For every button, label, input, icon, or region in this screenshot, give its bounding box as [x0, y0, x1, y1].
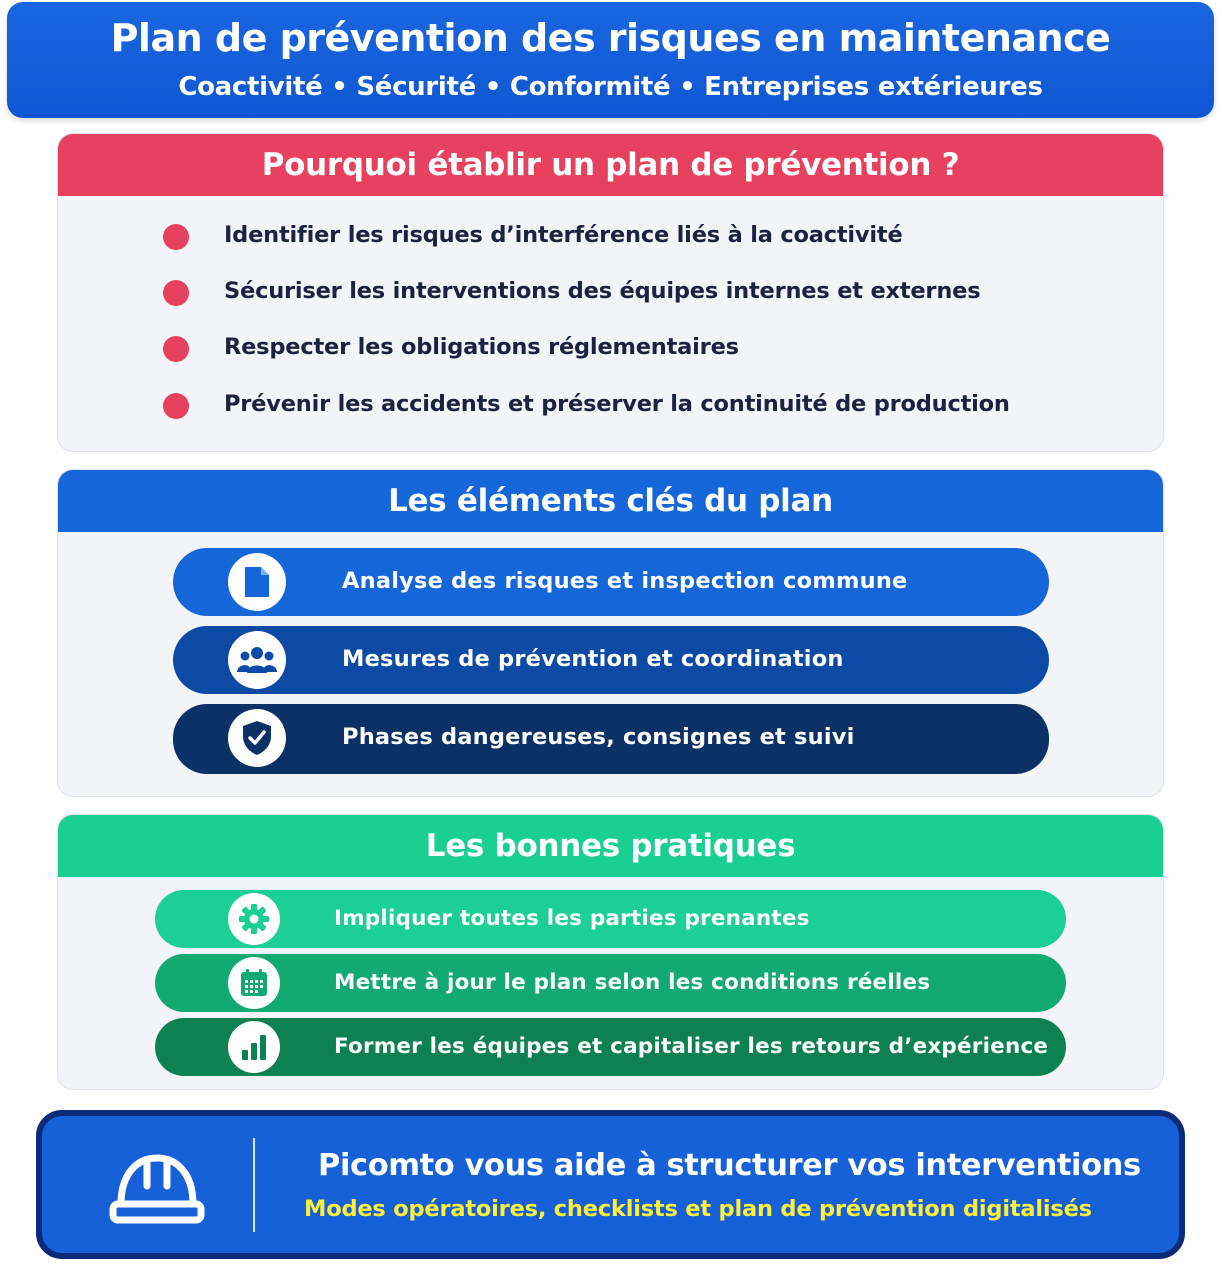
key-element-label: Analyse des risques et inspection commune — [342, 568, 908, 594]
why-item-label: Prévenir les accidents et préserver la continuité de production — [224, 391, 1010, 417]
best-practices-heading: Les bonnes pratiques — [58, 815, 1163, 877]
key-element-label: Mesures de prévention et coordination — [342, 646, 844, 672]
footer-title: Picomto vous aide à structurer vos interventions — [318, 1148, 1141, 1183]
bar-chart-icon — [228, 1021, 280, 1073]
footer-banner — [36, 1110, 1185, 1259]
why-section — [57, 133, 1164, 452]
key-element-pill — [173, 548, 1049, 616]
calendar-icon — [228, 957, 280, 1009]
team-icon — [228, 631, 286, 689]
page-subtitle: Coactivité • Sécurité • Conformité • Entreprises extérieures — [178, 72, 1043, 102]
header-banner — [7, 2, 1214, 118]
why-heading: Pourquoi établir un plan de prévention ? — [58, 134, 1163, 196]
best-practice-label: Impliquer toutes les parties prenantes — [334, 906, 810, 931]
bullet-dot-icon — [163, 224, 189, 250]
page-title: Plan de prévention des risques en maintenance — [110, 16, 1111, 60]
why-item — [58, 216, 1163, 256]
footer-subtitle: Modes opératoires, checklists et plan de prévention digitalisés — [304, 1196, 1092, 1222]
key-elements-section — [57, 469, 1164, 797]
best-practice-pill — [155, 954, 1066, 1012]
why-item — [58, 272, 1163, 312]
shield-check-icon — [228, 709, 286, 767]
key-element-pill — [173, 626, 1049, 694]
bullet-dot-icon — [163, 280, 189, 306]
why-item — [58, 328, 1163, 368]
bullet-dot-icon — [163, 336, 189, 362]
key-element-pill — [173, 704, 1049, 774]
best-practice-label: Mettre à jour le plan selon les conditions réelles — [334, 970, 931, 995]
key-element-label: Phases dangereuses, consignes et suivi — [342, 724, 855, 750]
why-item-label: Identifier les risques d’interférence liés à la coactivité — [224, 222, 903, 248]
best-practices-section — [57, 814, 1164, 1090]
why-item-label: Sécuriser les interventions des équipes internes et externes — [224, 278, 981, 304]
why-item-label: Respecter les obligations réglementaires — [224, 334, 739, 360]
why-item — [58, 385, 1163, 425]
bullet-dot-icon — [163, 393, 189, 419]
footer-divider — [253, 1138, 255, 1232]
best-practice-label: Former les équipes et capitaliser les retours d’expérience — [334, 1034, 1049, 1059]
hard-hat-icon — [109, 1152, 205, 1226]
document-icon — [228, 553, 286, 611]
best-practice-pill — [155, 890, 1066, 948]
gear-icon — [228, 893, 280, 945]
key-elements-heading: Les éléments clés du plan — [58, 470, 1163, 532]
best-practice-pill — [155, 1018, 1066, 1076]
